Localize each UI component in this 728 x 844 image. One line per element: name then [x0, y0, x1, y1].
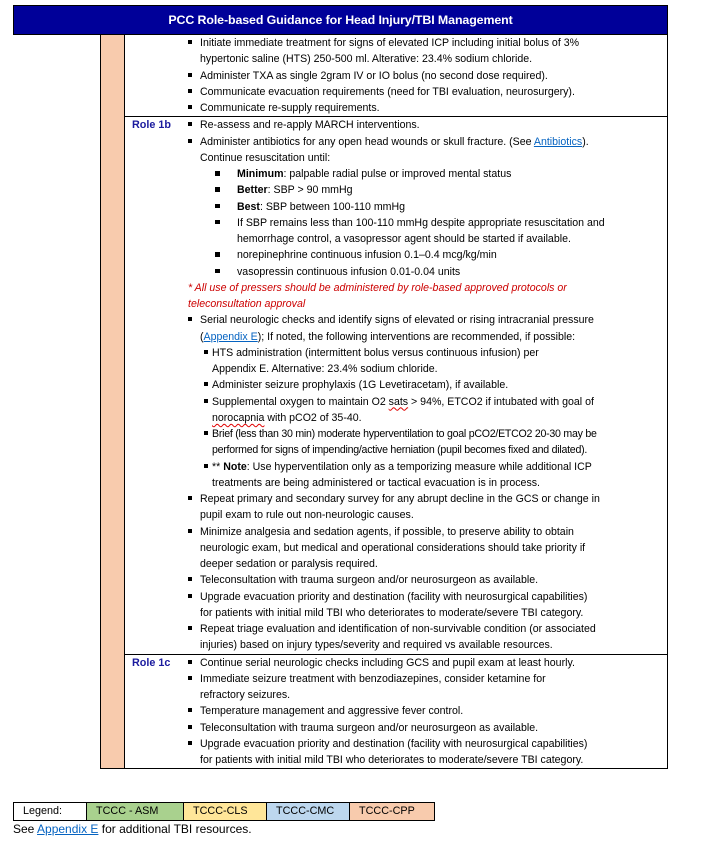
- legend: [13, 802, 435, 821]
- spellcheck-flagged-word: sats: [388, 395, 409, 408]
- legend-item-tccc-cmc: TCCC-CMC: [266, 803, 349, 820]
- text-segment: Communicate re-supply requirements.: [200, 102, 380, 114]
- spellcheck-flagged-word: norocapnia: [212, 411, 265, 424]
- text-segment: Repeat triage evaluation and identification of non-survivable condition (or associated: [200, 623, 596, 635]
- antibiotics-link[interactable]: Antibiotics: [533, 135, 583, 148]
- footer-prefix: See: [13, 822, 38, 836]
- text-segment: ); If noted, the following interventions are recommended, if possible:: [257, 330, 576, 343]
- section-role-1c: [125, 654, 667, 769]
- text-line: [125, 264, 667, 280]
- bullet-item: [125, 589, 667, 622]
- text-segment: Continue resuscitation until:: [200, 151, 331, 164]
- text-segment: Re-assess and re-apply MARCH interventions.: [200, 119, 420, 132]
- square-bullet-icon: [188, 73, 192, 77]
- guidance-table: [100, 35, 668, 769]
- text-segment: : SBP > 90 mmHg: [267, 184, 353, 197]
- text-line: [125, 703, 667, 719]
- legend-item-tccc-cpp: TCCC-CPP: [349, 803, 434, 820]
- text-segment: Temperature management and aggressive fever control.: [200, 705, 464, 718]
- text-segment: : Use hyperventilation only as a temporizing measure while additional ICP: [246, 460, 592, 473]
- sub-bullet-item: [125, 215, 667, 248]
- square-bullet-icon: [188, 122, 192, 126]
- text-segment: performed for signs of impending/active herniation (pupil becomes fixed and dilated).: [212, 444, 588, 457]
- text-line: [125, 247, 667, 263]
- section-continued: [125, 35, 667, 116]
- text-segment: * All use of pressers should be administered by role-based approved protocols or: [188, 281, 567, 294]
- text-segment: Communicate evacuation requirements (need for TBI evaluation, neurosurgery).: [200, 85, 575, 98]
- text-line: [125, 312, 667, 328]
- bullet-item: [125, 572, 667, 588]
- bullet-item: [125, 621, 667, 654]
- text-line: [125, 459, 667, 475]
- square-bullet-icon: [215, 252, 220, 257]
- footer-note: [13, 821, 252, 838]
- square-bullet-icon: [188, 89, 192, 93]
- text-line: [125, 84, 667, 100]
- text-line: [125, 752, 667, 768]
- text-line: [125, 621, 667, 637]
- text-line: [125, 150, 667, 166]
- text-line: [125, 231, 667, 247]
- square-bullet-icon: [188, 496, 192, 500]
- text-line: [125, 540, 667, 556]
- text-line: [125, 394, 667, 410]
- square-bullet-icon: [204, 382, 208, 386]
- text-segment: deeper sedation or paralysis required.: [200, 558, 378, 570]
- text-line: [125, 296, 667, 312]
- text-segment: Minimize analgesia and sedation agents, if possible, to preserve ability to obtain: [200, 525, 574, 538]
- square-bullet-icon: [188, 529, 192, 533]
- bullet-item: [125, 671, 667, 704]
- bullet-item: [125, 720, 667, 736]
- text-line: [125, 736, 667, 752]
- footer-suffix: for additional TBI resources.: [98, 822, 252, 836]
- text-segment: with pCO2 of 35-40.: [264, 411, 362, 424]
- text-segment: If SBP remains less than 100-110 mmHg despite appropriate resuscitation and: [237, 216, 605, 229]
- text-line: [125, 100, 667, 116]
- text-line: [125, 507, 667, 523]
- appendix-e-link[interactable]: Appendix E: [37, 822, 99, 836]
- text-line: [125, 442, 667, 458]
- role-color-column: [101, 35, 125, 768]
- square-bullet-icon: [188, 725, 192, 729]
- nested-bullet-item: [125, 459, 667, 492]
- bullet-item: [125, 524, 667, 573]
- nested-bullet-item: [125, 377, 667, 393]
- text-line: [125, 117, 667, 133]
- bold-label: Note: [223, 460, 247, 473]
- bold-label: Minimum: [237, 168, 284, 180]
- bold-label: Best: [237, 200, 260, 213]
- appendix-e-link[interactable]: Appendix E: [203, 330, 258, 343]
- text-line: [125, 199, 667, 215]
- text-segment: > 94%, ETCO2 if intubated with goal of: [408, 395, 594, 408]
- square-bullet-icon: [188, 317, 192, 321]
- sub-bullet-item: [125, 166, 667, 182]
- nested-bullet-item: [125, 426, 667, 459]
- text-line: [125, 589, 667, 605]
- text-segment: : palpable radial pulse or improved mental status: [283, 168, 512, 180]
- bullet-item: [125, 736, 667, 769]
- protocol-note: [125, 280, 667, 313]
- text-line: [125, 605, 667, 621]
- text-line: [125, 166, 667, 182]
- text-segment: Continue serial neurologic checks including GCS and pupil exam at least hourly.: [200, 656, 575, 669]
- square-bullet-icon: [188, 676, 192, 680]
- text-segment: HTS administration (intermittent bolus versus continuous infusion) per: [212, 346, 539, 359]
- text-segment: (: [200, 330, 204, 343]
- text-segment: Serial neurologic checks and identify signs of elevated or rising intracranial pressure: [200, 314, 594, 327]
- nested-bullet-item: [125, 394, 667, 427]
- bullet-item: [125, 491, 667, 524]
- role-label: Role 1c: [132, 656, 171, 669]
- bullet-item: [125, 134, 667, 150]
- text-line: [125, 572, 667, 588]
- square-bullet-icon: [188, 741, 192, 745]
- role-sections: [125, 35, 667, 768]
- text-line: [125, 377, 667, 393]
- text-line: [125, 637, 667, 653]
- text-line: [125, 491, 667, 507]
- text-line: [125, 687, 667, 703]
- text-line: [125, 182, 667, 198]
- text-segment: Teleconsultation with trauma surgeon and/or neurosurgeon as available.: [200, 721, 539, 734]
- square-bullet-icon: [215, 171, 220, 176]
- role-label: Role 1b: [132, 119, 171, 132]
- text-segment: Teleconsultation with trauma surgeon and/or neurosurgeon as available.: [200, 574, 539, 587]
- square-bullet-icon: [215, 269, 220, 274]
- text-line: [125, 35, 667, 51]
- square-bullet-icon: [188, 139, 192, 143]
- text-line: [125, 556, 667, 572]
- text-segment: Supplemental oxygen to maintain O2: [212, 395, 389, 408]
- text-segment: Appendix E. Alternative: 23.4% sodium chloride.: [212, 363, 438, 375]
- sub-bullet-item: [125, 264, 667, 280]
- text-segment: Repeat primary and secondary survey for any abrupt decline in the GCS or change in: [200, 493, 600, 505]
- text-line: [125, 215, 667, 231]
- text-line: [125, 655, 667, 671]
- square-bullet-icon: [215, 220, 220, 225]
- square-bullet-icon: [204, 350, 208, 354]
- bullet-item: [125, 117, 667, 133]
- text-segment: vasopressin continuous infusion 0.01-0.04 units: [237, 265, 461, 278]
- text-segment: **: [212, 460, 224, 473]
- text-segment: injuries) based on injury types/severity and required vs available resources.: [200, 639, 553, 652]
- sub-bullet-item: [125, 199, 667, 215]
- sub-bullet-item: [125, 182, 667, 198]
- bullet-item: [125, 35, 667, 68]
- text-segment: refractory seizures.: [200, 689, 291, 701]
- text-line: [125, 426, 667, 442]
- square-bullet-icon: [188, 577, 192, 581]
- legend-item-tccc-cls: TCCC-CLS: [183, 803, 266, 820]
- text-line: [125, 524, 667, 540]
- text-line: [125, 720, 667, 736]
- text-line: [125, 51, 667, 67]
- text-line: [125, 410, 667, 426]
- text-line: [125, 345, 667, 361]
- legend-label: Legend:: [14, 803, 86, 820]
- square-bullet-icon: [188, 660, 192, 664]
- text-segment: Brief (less than 30 min) moderate hyperventilation to goal pCO2/ETCO2 20-30 may be: [212, 428, 597, 440]
- section-role-1b: [125, 116, 667, 653]
- text-segment: hypertonic saline (HTS) 250-500 ml. Alterative: 23.4% sodium chloride.: [200, 53, 533, 66]
- bullet-item: [125, 68, 667, 84]
- square-bullet-icon: [188, 40, 192, 44]
- bullet-item: [125, 312, 667, 345]
- text-segment: hemorrhage control, a vasopressor agent should be started if available.: [237, 233, 571, 245]
- legend-item-tccc-asm: TCCC - ASM: [86, 803, 183, 820]
- text-segment: Initiate immediate treatment for signs of elevated ICP including initial bolus of 3%: [200, 37, 580, 49]
- bold-label: Better: [237, 184, 268, 197]
- text-line: [125, 671, 667, 687]
- text-segment: : SBP between 100-110 mmHg: [259, 200, 406, 213]
- square-bullet-icon: [204, 431, 208, 435]
- square-bullet-icon: [188, 594, 192, 598]
- bullet-item: [125, 703, 667, 719]
- text-segment: teleconsultation approval: [188, 298, 306, 310]
- square-bullet-icon: [188, 708, 192, 712]
- text-segment: Administer antibiotics for any open head wounds or skull fracture. (See: [200, 135, 534, 148]
- text-segment: Administer TXA as single 2gram IV or IO bolus (no second dose required).: [200, 69, 548, 82]
- bullet-item: [125, 84, 667, 100]
- text-segment: Immediate seizure treatment with benzodiazepines, consider ketamine for: [200, 672, 546, 685]
- continuation-text: [125, 150, 667, 166]
- square-bullet-icon: [204, 399, 208, 403]
- text-line: [125, 134, 667, 150]
- sub-bullet-item: [125, 247, 667, 263]
- text-line: [125, 475, 667, 491]
- text-segment: Upgrade evacuation priority and destination (facility with neurosurgical capabilities): [200, 590, 588, 603]
- square-bullet-icon: [215, 187, 220, 192]
- text-segment: Administer seizure prophylaxis (1G Levetiracetam), if available.: [212, 379, 509, 392]
- text-line: [125, 329, 667, 345]
- square-bullet-icon: [188, 626, 192, 630]
- text-line: [125, 361, 667, 377]
- square-bullet-icon: [188, 105, 192, 109]
- text-segment: Upgrade evacuation priority and destination (facility with neurosurgical capabilities): [200, 737, 588, 750]
- text-line: [125, 280, 667, 296]
- text-line: [125, 68, 667, 84]
- bullet-item: [125, 100, 667, 116]
- text-segment: pupil exam to rule out non-neurologic causes.: [200, 509, 414, 522]
- square-bullet-icon: [204, 464, 208, 468]
- page-title: PCC Role-based Guidance for Head Injury/TBI Management: [168, 13, 513, 27]
- text-segment: for patients with initial mild TBI who deteriorates to moderate/severe TBI category.: [200, 754, 584, 766]
- text-segment: norepinephrine continuous infusion 0.1–0.4 mcg/kg/min: [237, 249, 497, 262]
- text-segment: neurologic exam, but medical and operational considerations should take priority if: [200, 541, 586, 554]
- text-segment: for patients with initial mild TBI who deteriorates to moderate/severe TBI category.: [200, 606, 584, 619]
- page-title-bar: [13, 5, 668, 35]
- nested-bullet-item: [125, 345, 667, 378]
- square-bullet-icon: [215, 204, 220, 209]
- text-segment: treatments are being administered or tactical evacuation is in process.: [212, 476, 540, 489]
- text-segment: ).: [582, 135, 589, 148]
- bullet-item: [125, 655, 667, 671]
